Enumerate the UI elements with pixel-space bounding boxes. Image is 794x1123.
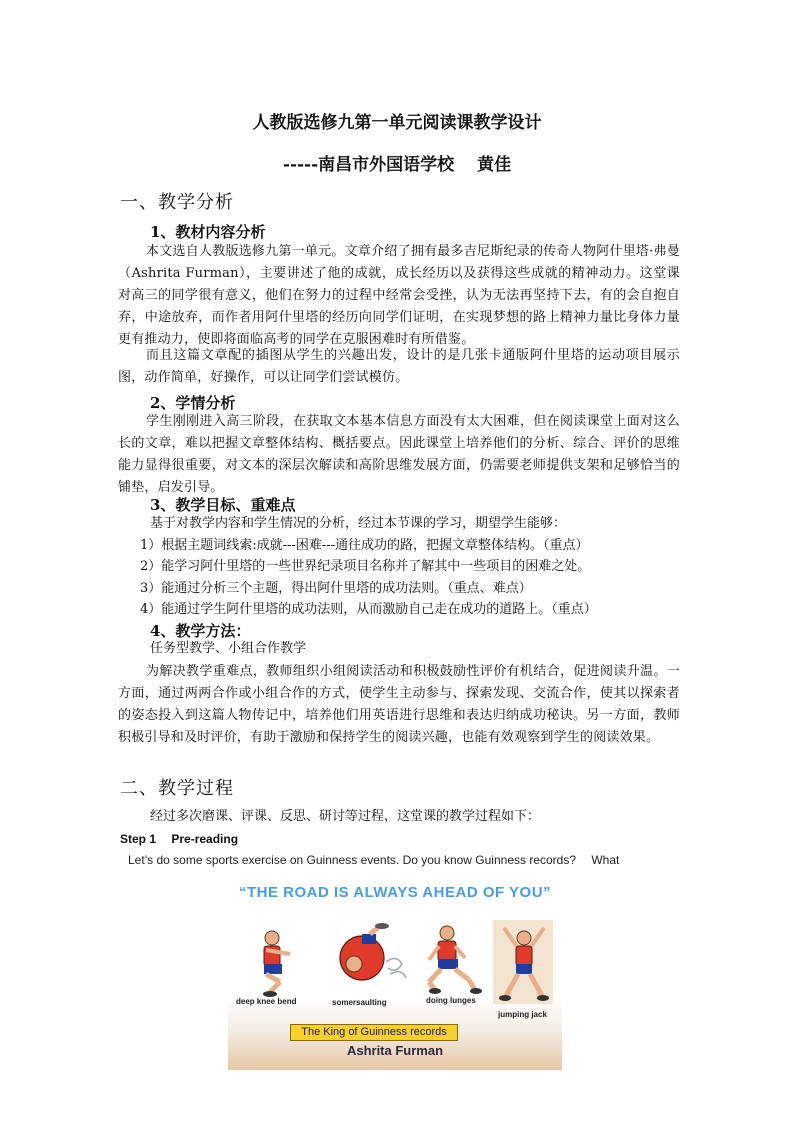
subheading-content-analysis: 1、教材内容分析 (150, 223, 266, 241)
step-1-heading: Step 1 Pre-reading (120, 832, 239, 846)
caption-deep-knee-bend: deep knee bend (236, 997, 297, 1006)
caption-jumping-jack: jumping jack (498, 1010, 547, 1019)
jumping-jack-figure-icon (496, 924, 552, 1004)
paragraph-student-analysis: 学生刚刚进入高三阶段，在获取文本基本信息方面没有太大困难，但在阅读课堂上面对这么长的文章，难以把握文章整体结构、概括要点。因此课堂上培养他们的分析、综合、评价的思维能力显得很重要，对文本的深层次解读和高阶思维发展方面，仍需要老师提供支架和足够恰当的铺垫，启发引导。 (118, 414, 680, 495)
caption-doing-lunges: doing lunges (426, 996, 476, 1005)
section-heading-analysis: 一、教学分析 (120, 192, 234, 213)
guinness-banner: The King of Guinness records (290, 1024, 458, 1041)
objective-item-2: 2）能学习阿什里塔的一些世界纪录项目名称并了解其中一些项目的困难之处。 (140, 559, 591, 574)
document-title: 人教版选修九第一单元阅读课教学设计 (252, 113, 542, 133)
step-1-text: Let’s do some sports exercise on Guinness events. Do you know Guinness records? What (128, 853, 620, 867)
paragraph-illustration: 而且这篇文章配的插图从学生的兴趣出发，设计的是几张卡通版阿什里塔的运动项目展示图，动作简单，好操作，可以让同学们尝试模仿。 (118, 348, 680, 385)
objectives-intro: 基于对教学内容和学生情况的分析，经过本节课的学习，期望学生能够： (150, 516, 567, 531)
methods-text: 任务型教学、小组合作教学 (150, 641, 307, 656)
process-intro: 经过多次磨课、评课、反思、研讨等过程，这堂课的教学过程如下： (150, 809, 541, 824)
doing-lunges-figure-icon (423, 924, 483, 996)
caption-somersaulting: somersaulting (332, 998, 387, 1007)
somersaulting-figure-icon (332, 924, 412, 994)
objective-item-4: 4）能通过学生阿什里塔的成功法则，从而激励自己走在成功的道路上。（重点） (140, 602, 597, 617)
author-line: -----南昌市外国语学校 黄佳 (282, 155, 512, 175)
objective-item-1: 1）根据主题词线索:成就---困难---通往成功的路，把握文章整体结构。（重点） (140, 538, 589, 553)
subheading-objectives: 3、教学目标、重难点 (150, 496, 296, 514)
subheading-student-analysis: 2、学情分析 (150, 394, 236, 412)
subheading-methods: 4、教学方法： (150, 622, 251, 640)
deep-knee-bend-figure-icon (250, 928, 300, 998)
paragraph-methods: 为解决教学重难点，教师组织小组阅读活动和积极鼓励性评价有机结合，促进阅读升温。一方面，通过两两合作或小组合作的方式，使学生主动参与、探索发现、交流合作，使其以探索者的姿态投入到这篇人物传记中，培养他们用英语进行思维和表达归纳成功秘诀。另一方面，教师积极引导和及时评价，有助于激励和保持学生的阅读兴趣，也能有效观察到学生的阅读效果。 (118, 664, 680, 745)
figure-name: Ashrita Furman (346, 1043, 444, 1058)
figure-title: “THE ROAD IS ALWAYS AHEAD OF YOU” (238, 884, 552, 901)
paragraph-content-analysis: 本文选自人教版选修九第一单元。文章介绍了拥有最多吉尼斯纪录的传奇人物阿什里塔·弗曼（Ashrita Furman），主要讲述了他的成就，成长经历以及获得这些成就的精神动力。这堂课对高三的同学很有意义，他们在努力的过程中经常会受挫，认为无法再坚持下去，有的会自抱自弃，中途放弃，而作者用阿什里塔的经历向同学们证明，在实现梦想的路上精神力量比身体力量更有推动力，使即将面临高考的同学在克服困难时有所借鉴。 (118, 244, 680, 347)
objective-item-3: 3）能通过分析三个主题，得出阿什里塔的成功法则。（重点、难点） (140, 581, 532, 596)
guinness-figure (228, 880, 562, 1070)
section-heading-process: 二、教学过程 (120, 778, 234, 799)
